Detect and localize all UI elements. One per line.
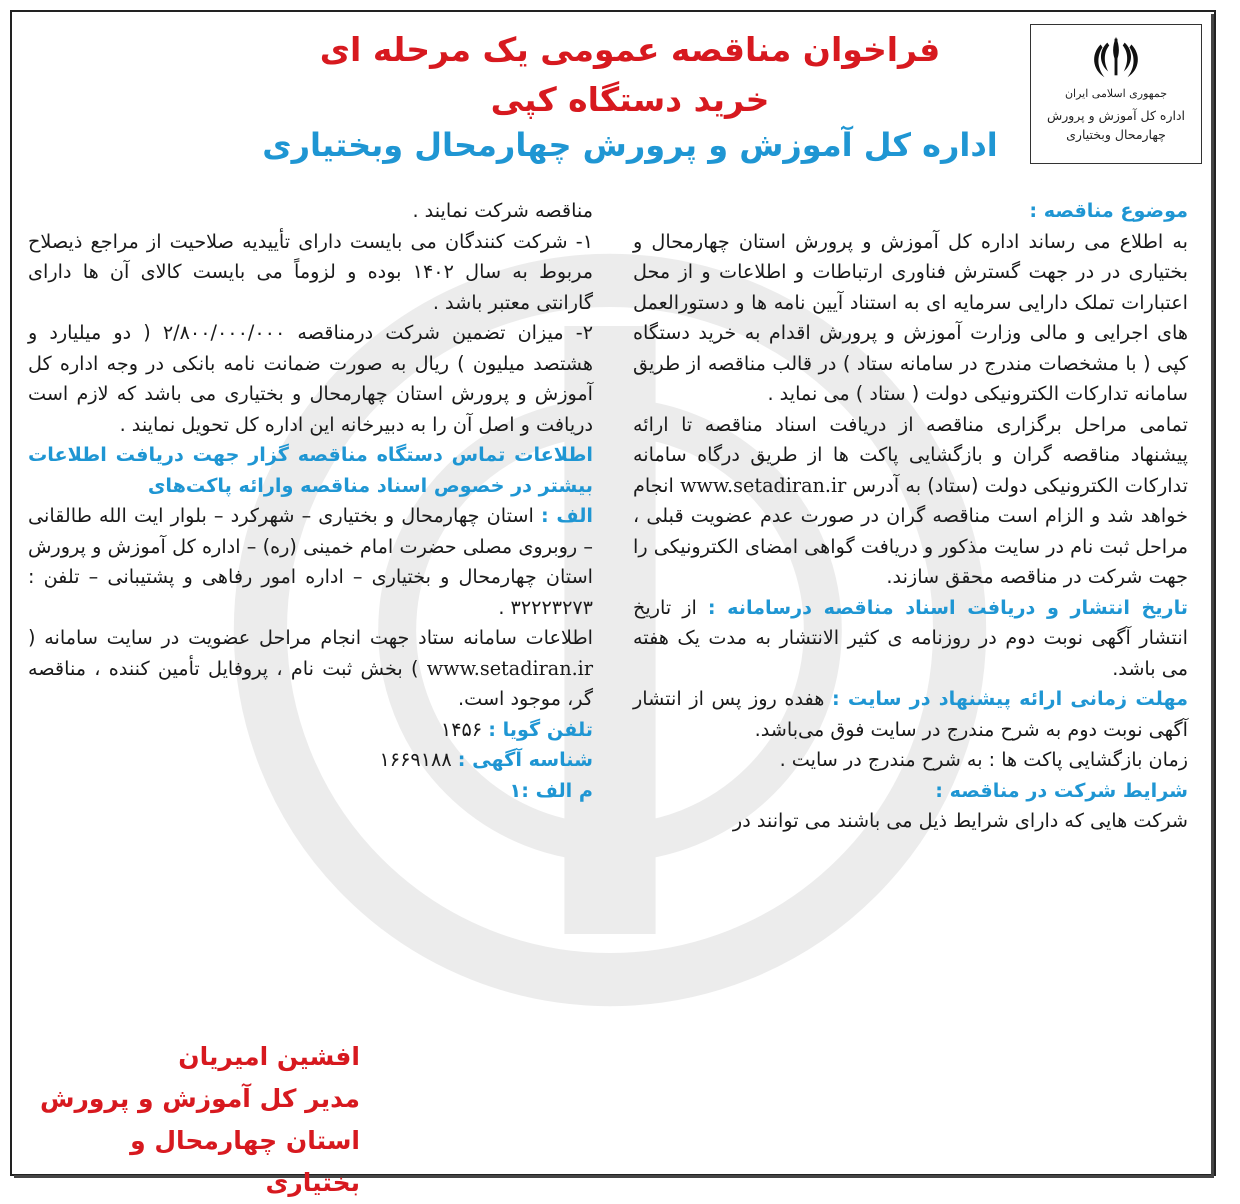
address-text: استان چهارمحال و بختیاری – شهرکرد – بلوار ایت الله طالقانی – روبروی مصلی حضرت امام خمینی (ره) – اداره کل آموزش و پرورش استان چهارمحال و بختیاری – اداره امور رفاهی و پشتیبانی – تلفن : ۳۲۲۲۳۲۷۳ . [28,504,593,619]
publish-text: از تاریخ انتشار آگهی نوبت دوم در روزنامه ی کثیر الانتشار به مدت یک هفته می باشد. [633,595,1188,680]
title-line3: اداره کل آموزش و پرورش چهارمحال وبختیاری [262,126,998,164]
opening-text: زمان بازگشایی پاکت ها : به شرح مندرج در سایت . [779,748,1188,771]
signature-block [30,1036,360,1204]
deadline-text: هفده روز پس از انتشار آگهی نوبت دوم به شرح مندرج در سایت فوق می‌باشد. [633,687,1188,741]
process-url: www.setadiran.ir [680,473,847,497]
iran-emblem-icon [1087,33,1145,83]
address-label: الف : [540,504,593,527]
title-line2: خرید دستگاه کپی [490,80,770,119]
right-column [633,196,1188,837]
phone-label: تلفن گویا : [488,717,593,741]
publish-heading: تاریخ انتشار و دریافت اسناد مناقصه درسامانه : [707,595,1188,619]
deadline-heading: مهلت زمانی ارائه پیشنهاد در سایت : [832,687,1189,710]
publish-paragraph [633,593,1188,685]
signature-name: افشین امیریان [178,1042,360,1071]
organization-logo-box [1030,24,1202,164]
deadline-paragraph [633,684,1188,745]
signature-title-line2: استان چهارمحال و بختیاری [130,1126,360,1197]
logo-caption-line2: چهارمحال وبختیاری [1066,127,1166,142]
condition-item-2: ۲- میزان تضمین شرکت درمناقصه ۲/۸۰۰/۰۰۰/۰۰۰ ( دو میلیارد و هشتصد میلیون ) ریال به صورت ضمانت نامه بانکی در وجه اداره کل آموزش و پرورش استان چهارمحال و بختیاری می باشد که لازم است دریافت و اصل آن را به دبیرخانه این اداره کل تحویل نمایند . [28,321,593,436]
ref-value: ۱ [509,778,522,802]
emblem-script: جمهوری اسلامی ایران [1064,87,1168,100]
setad-text-b: ) بخش ثبت نام ، پروفایل تأمین کننده ، مناقصه گر، موجود است. [28,656,593,710]
ad-id-label: شناسه آگهی : [457,748,593,771]
ad-id-line [28,745,593,776]
ad-id-value: ۱۶۶۹۱۸۸ [379,748,452,771]
subject-text: به اطلاع می رساند اداره کل آموزش و پرورش استان چهارمحال و بختیاری در در جهت گسترش فناوری ارتباطات و اطلاعات و از محل اعتبارات تملک دارایی سرمایه ای به استناد آیین نامه ها و دستورالعمل های اجرایی و مالی وزارت آموزش و پرورش اقدام به خرید دستگاه کپی ( با مشخصات مندرج در سامانه ستاد ) در قالب مناقصه از طریق سامانه تدارکات الکترونیکی دولت ( ستاد ) می نماید . [633,229,1188,405]
condition-item-1: ۱- شرکت کنندگان می بایست دارای تأییدیه صلاحیت از مراجع ذیصلاح مربوط به سال ۱۴۰۲ بوده و لزوماً می بایست کالای آن ها دارای گارانتی معتبر باشد . [28,229,593,314]
phone-line [28,715,593,746]
logo-caption-line1: اداره کل آموزش و پرورش [1046,108,1186,123]
conditions-text: شرکت هایی که دارای شرایط ذیل می باشند می توانند در [732,809,1188,832]
setad-paragraph [28,623,593,715]
ref-line [28,776,593,807]
contact-heading: اطلاعات تماس دستگاه مناقصه گزار جهت دریافت اطلاعات بیشتر در خصوص اسناد مناقصه وارائه پاکت‌های [28,443,593,497]
title-line1: فراخوان مناقصه عمومی یک مرحله ای [319,30,941,69]
process-text-a: تمامی مراحل برگزاری مناقصه از دریافت اسناد مناقصه تا ارائه پیشنهاد مناقصه گران و بازگشایی پاکت ها از طریق درگاه سامانه تدارکات الکترونیکی دولت (ستاد) به آدرس [633,412,1188,497]
left-column [28,196,593,806]
phone-value: ۱۴۵۶ [440,717,483,741]
conditions-heading: شرایط شرکت در مناقصه : [935,778,1188,802]
signature-title-line1: مدیر کل آموزش و پرورش [39,1084,360,1113]
setad-text-a: اطلاعات سامانه ستاد جهت انجام مراحل عضویت در سایت سامانه ( [28,626,593,649]
continuation-text: مناقصه شرکت نمایند . [412,199,593,222]
subject-heading: موضوع مناقصه : [1029,199,1188,222]
process-paragraph [633,410,1188,593]
process-text-b: انجام خواهد شد و الزام است مناقصه گران در صورت عدم عضویت قبلی ، مراحل ثبت نام در سایت مذکور و دریافت گواهی امضای الکترونیکی را جهت شرکت در مناقصه محقق سازند. [633,473,1188,588]
setad-url: www.setadiran.ir [426,656,593,680]
ref-label: م الف : [521,778,593,802]
logo-caption [1031,106,1201,144]
address-paragraph [28,501,593,623]
